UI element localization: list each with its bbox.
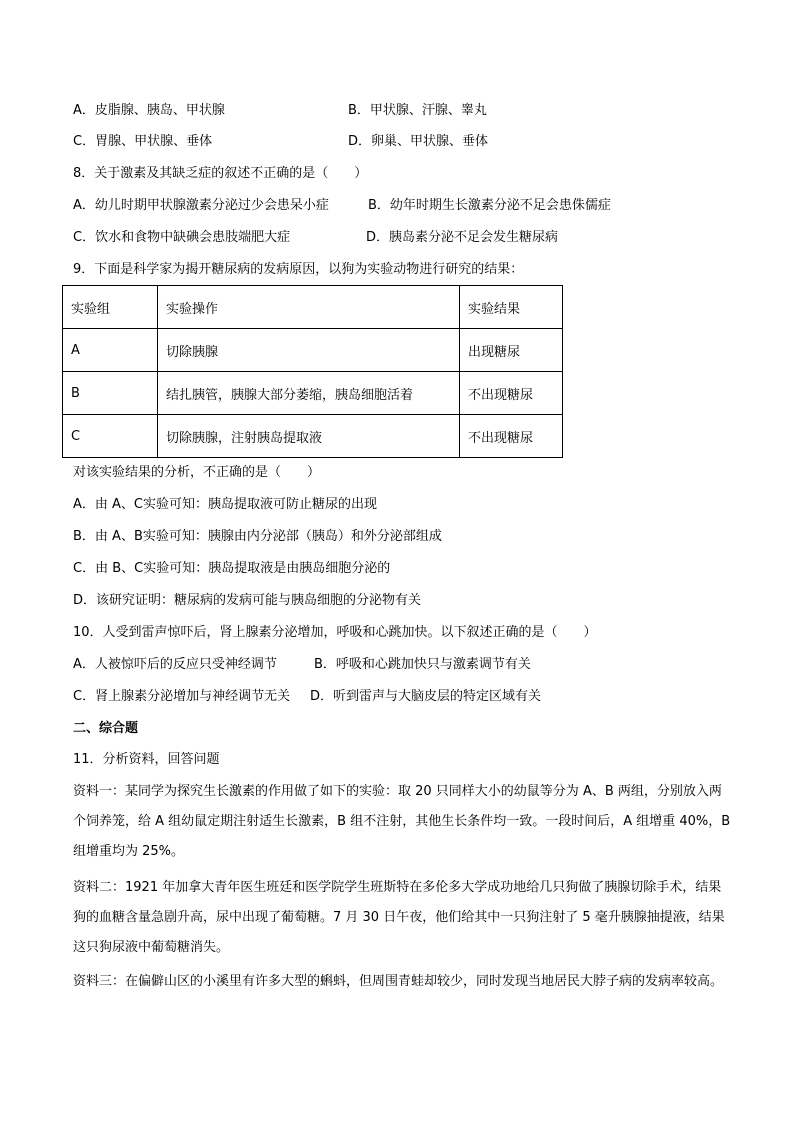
- q8-stem: 8．关于激素及其缺乏症的叙述不正确的是（ ）: [73, 166, 368, 181]
- table-cell: 切除胰腺，注射胰岛提取液: [158, 415, 460, 458]
- q7-option-a: A．皮脂腺、胰岛、甲状腺: [73, 103, 225, 118]
- q9-option-c: C．由 B、C实验可知：胰岛提取液是由胰岛细胞分泌的: [73, 561, 391, 576]
- table-cell: 不出现糖尿: [460, 372, 563, 415]
- table-cell: 出现糖尿: [460, 329, 563, 372]
- table-header-cell: 实验组: [63, 286, 158, 329]
- table-cell: 不出现糖尿: [460, 415, 563, 458]
- q9-option-d: D．该研究证明：糖尿病的发病可能与胰岛细胞的分泌物有关: [73, 593, 422, 608]
- q8-option-c: C．饮水和食物中缺碘会患肢端肥大症: [73, 230, 291, 245]
- q9-stem: 9．下面是科学家为揭开糖尿病的发病原因，以狗为实验动物进行研究的结果：: [73, 262, 524, 277]
- q10-stem: 10．人受到雷声惊吓后，肾上腺素分泌增加，呼吸和心跳加快。以下叙述正确的是（ ）: [73, 625, 597, 640]
- q10-option-c: C．肾上腺素分泌增加与神经调节无关: [73, 689, 291, 704]
- table-header-cell: 实验结果: [460, 286, 563, 329]
- experiment-table: [62, 285, 563, 458]
- q7-option-d: D．卵巢、甲状腺、垂体: [348, 134, 489, 149]
- table-row: [63, 329, 563, 372]
- table-row: [63, 415, 563, 458]
- q10-option-a: A．人被惊吓后的反应只受神经调节: [73, 657, 277, 672]
- q7-option-c: C．胃腺、甲状腺、垂体: [73, 134, 213, 149]
- material-one: 资料一：某同学为探究生长激素的作用做了如下的实验：取 20 只同样大小的幼鼠等分为 A、B 两组，分别放入两个饲养笼，给 A 组幼鼠定期注射适生长激素，B 组不注射，其他生长条件均一致。一段时间后，A 组增重 40%，B 组增重均为 25%。: [73, 784, 731, 859]
- material-three: 资料三：在偏僻山区的小溪里有许多大型的蝌蚪，但周围青蛙却较少，同时发现当地居民大脖子病的发病率较高。: [73, 974, 724, 989]
- q10-option-b: B．呼吸和心跳加快只与激素调节有关: [314, 657, 531, 672]
- table-header-row: [63, 286, 563, 329]
- table-cell: C: [63, 415, 158, 458]
- table-cell: 结扎胰管，胰腺大部分萎缩，胰岛细胞活着: [158, 372, 460, 415]
- q8-option-b: B．幼年时期生长激素分泌不足会患侏儒症: [368, 198, 611, 213]
- material-two: 资料二：1921 年加拿大青年医生班廷和医学院学生班斯特在多伦多大学成功地给几只狗做了胰腺切除手术，结果狗的血糖含量急剧升高，尿中出现了葡萄糖。7 月 30 日午夜，他们给其中一只狗注射了 5 毫升胰腺抽提液，结果这只狗尿液中葡萄糖消失。: [73, 880, 725, 955]
- table-row: [63, 372, 563, 415]
- q7-option-b: B．甲状腺、汗腺、睾丸: [348, 103, 487, 118]
- q8-option-a: A．幼儿时期甲状腺激素分泌过少会患呆小症: [73, 198, 329, 213]
- q9-option-a: A．由 A、C实验可知：胰岛提取液可防止糖尿的出现: [73, 497, 377, 512]
- table-cell: B: [63, 372, 158, 415]
- q11-stem: 11．分析资料，回答问题: [73, 752, 220, 767]
- table-cell: 切除胰腺: [158, 329, 460, 372]
- q8-option-d: D．胰岛素分泌不足会发生糖尿病: [366, 230, 559, 245]
- section-title: 二、综合题: [73, 721, 139, 736]
- q9-option-b: B．由 A、B实验可知：胰腺由内分泌部（胰岛）和外分泌部组成: [73, 529, 442, 544]
- q9-question: 对该实验结果的分析，不正确的是（ ）: [73, 465, 321, 480]
- table-header-cell: 实验操作: [158, 286, 460, 329]
- q10-option-d: D．听到雷声与大脑皮层的特定区域有关: [310, 689, 542, 704]
- table-cell: A: [63, 329, 158, 372]
